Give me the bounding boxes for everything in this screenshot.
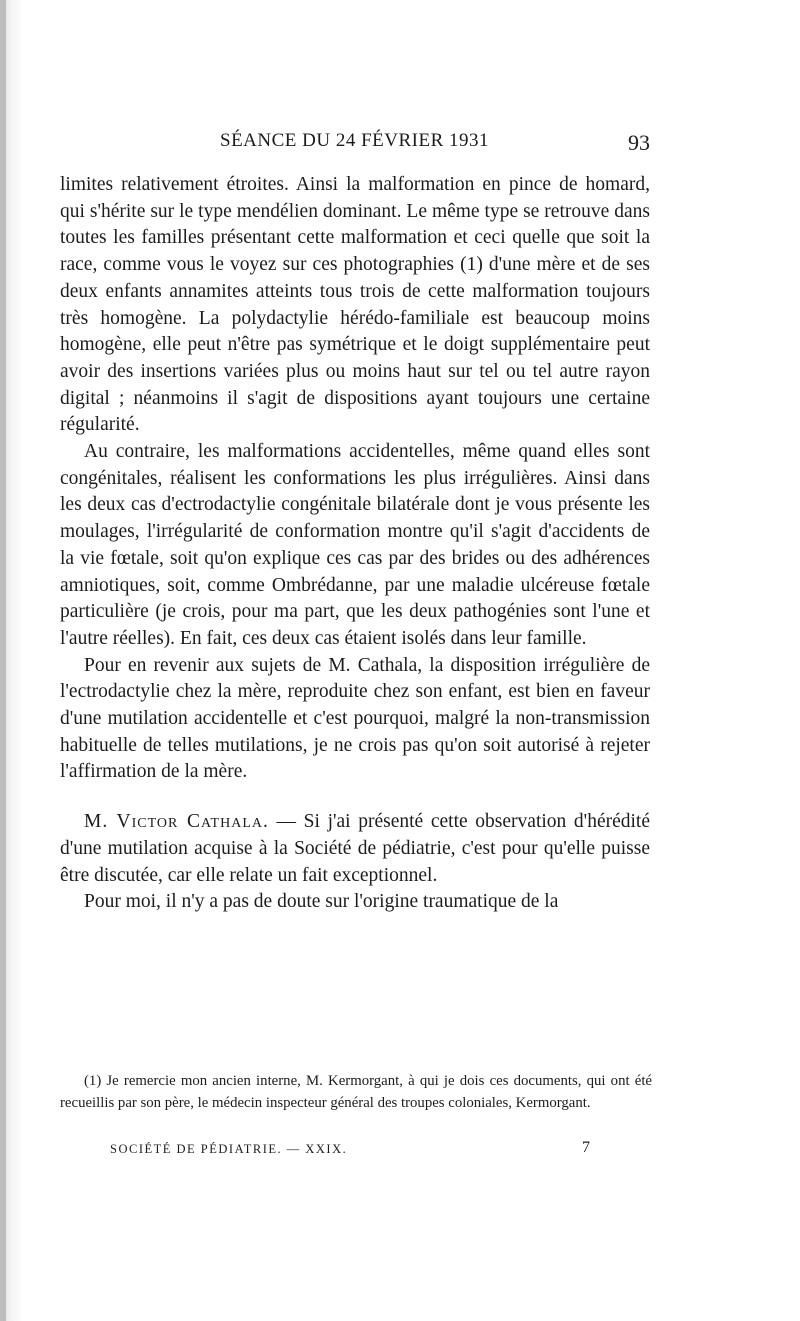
signature-text: SOCIÉTÉ DE PÉDIATRIE. — XXIX. bbox=[110, 1142, 348, 1156]
footnote: (1) Je remercie mon ancien interne, M. Kermorgant, à qui je dois ces documents, qui ont été recueillis par son père, le médecin inspecteur général des troupes coloniales, Kermorgant. bbox=[60, 1073, 652, 1111]
running-head bbox=[60, 130, 650, 160]
paragraph-last: Pour moi, il n'y a pas de doute sur l'origine traumatique de la bbox=[84, 891, 559, 913]
paragraph-cathala-subjects: Pour en revenir aux sujets de M. Cathala, la disposition irrégulière de l'ectrodactylie chez la mère, reproduite chez son enfant, est bien en faveur d'une mutilation accidentelle et c'est pourquoi, malgré la non-transmission habituelle de telles mutilations, je ne crois pas qu'on soit autorisé à rejeter l'affirmation de la mère. bbox=[60, 654, 650, 783]
paragraph-speaker-reply bbox=[60, 809, 650, 889]
speaker-text: — Si j'ai présenté cette observation d'hérédité d'une mutilation acquise à la Société de pédiatrie, c'est pour qu'elle puisse être discutée, car elle relate un fait exceptionnel. bbox=[60, 811, 650, 886]
paragraph-accidental-malformations: Au contraire, les malformations accidentelles, même quand elles sont congénitales, réalisent les conformations les plus irrégulières. Ainsi dans les deux cas d'ectrodactylie congénitale bilatérale dont je vous présente les moulages, l'irrégularité de conformation montre qu'il s'agit d'accidents de la vie fœtale, soit qu'on explique ces cas par des brides ou des adhérences amniotiques, soit, comme Ombrédanne, par une maladie ulcéreuse fœtale particulière (je crois, pour ma part, que les deux pathogénies sont l'une et l'autre réelles). En fait, ces deux cas étaient isolés dans leur famille. bbox=[60, 441, 650, 649]
signature-line bbox=[110, 1139, 590, 1157]
running-head-title: SÉANCE DU 24 FÉVRIER 1931 bbox=[220, 130, 490, 151]
page-spine-shadow bbox=[0, 0, 6, 1321]
speaker-name: M. Victor Cathala. bbox=[84, 811, 269, 833]
signature-number: 7 bbox=[582, 1139, 590, 1156]
body-text bbox=[60, 172, 650, 916]
paragraph-continuation: limites relativement étroites. Ainsi la malformation en pince de homard, qui s'hérite sur le type mendélien dominant. Le même type se retrouve dans toutes les familles présentant cette malformation et ceci quelle que soit la race, comme vous le voyez sur ces photographies (1) d'une mère et de ses deux enfants annamites atteints tous trois de cette malformation toujours très homogène. La polydactylie hérédo-familiale est beaucoup moins homogène, elle peut n'être pas symétrique et le doigt supplémentaire peut avoir des insertions variées plus ou moins haut sur tel ou tel autre rayon digital ; néanmoins il s'agit de dispositions ayant toujours une certaine régularité. bbox=[60, 174, 650, 436]
page-number: 93 bbox=[628, 130, 650, 155]
